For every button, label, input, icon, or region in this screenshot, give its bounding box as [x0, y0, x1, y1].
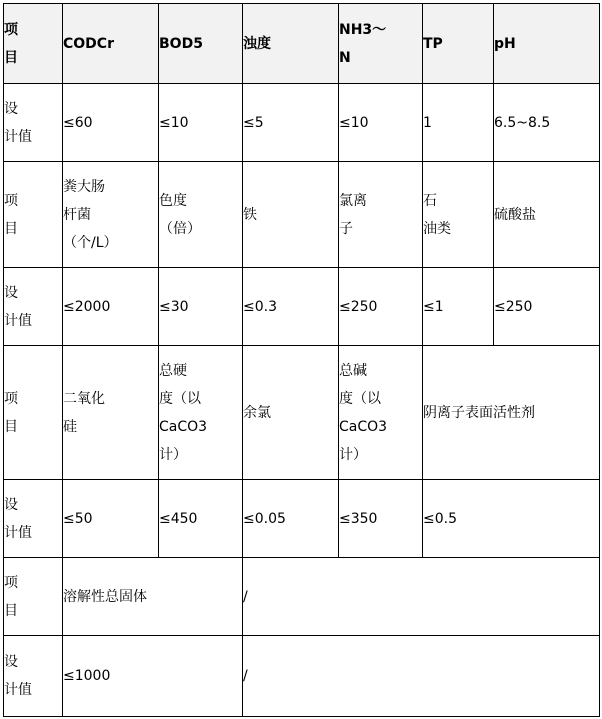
- param-cell: 二氧化 硅: [63, 346, 159, 480]
- param-cell: 余氯: [243, 346, 339, 480]
- param-cell: 阴离子表面活性剂: [423, 346, 600, 480]
- value-cell: ≤0.05: [243, 480, 339, 558]
- table-row: [4, 480, 600, 558]
- value-cell: ≤50: [63, 480, 159, 558]
- param-cell: BOD5: [159, 4, 243, 84]
- value-cell: ≤10: [339, 84, 423, 162]
- item-label-cell: 项 目: [4, 162, 63, 268]
- item-label-cell: 项 目: [4, 346, 63, 480]
- param-cell: NH3～ N: [339, 4, 423, 84]
- param-cell: TP: [423, 4, 494, 84]
- value-cell: ≤60: [63, 84, 159, 162]
- param-cell: 色度 （倍）: [159, 162, 243, 268]
- value-cell: ≤2000: [63, 268, 159, 346]
- value-cell: ≤350: [339, 480, 423, 558]
- value-cell: ≤250: [494, 268, 600, 346]
- design-label-cell: 设 计值: [4, 84, 63, 162]
- value-cell: ≤5: [243, 84, 339, 162]
- design-label-cell: 设 计值: [4, 636, 63, 717]
- table-row: [4, 162, 600, 268]
- value-cell: /: [243, 636, 600, 717]
- value-cell: ≤30: [159, 268, 243, 346]
- param-cell: 氯离 子: [339, 162, 423, 268]
- param-cell: 总硬 度（以 CaCO3 计）: [159, 346, 243, 480]
- table-row: [4, 558, 600, 636]
- value-cell: 1: [423, 84, 494, 162]
- table-row: [4, 84, 600, 162]
- value-cell: ≤0.3: [243, 268, 339, 346]
- value-cell: ≤0.5: [423, 480, 600, 558]
- value-cell: ≤1000: [63, 636, 243, 717]
- water-quality-table: [3, 3, 600, 717]
- table-row: [4, 636, 600, 717]
- table-row: [4, 346, 600, 480]
- table-row: [4, 268, 600, 346]
- value-cell: ≤450: [159, 480, 243, 558]
- param-cell: CODCr: [63, 4, 159, 84]
- item-label-cell: 项 目: [4, 4, 63, 84]
- param-cell: 粪大肠 杆菌 （个/L）: [63, 162, 159, 268]
- param-cell: 总碱 度（以 CaCO3 计）: [339, 346, 423, 480]
- param-cell: /: [243, 558, 600, 636]
- value-cell: ≤250: [339, 268, 423, 346]
- param-cell: 铁: [243, 162, 339, 268]
- design-label-cell: 设 计值: [4, 268, 63, 346]
- item-label-cell: 项 目: [4, 558, 63, 636]
- param-cell: pH: [494, 4, 600, 84]
- value-cell: 6.5~8.5: [494, 84, 600, 162]
- design-label-cell: 设 计值: [4, 480, 63, 558]
- param-cell: 石 油类: [423, 162, 494, 268]
- param-cell: 硫酸盐: [494, 162, 600, 268]
- table-row: [4, 4, 600, 84]
- value-cell: ≤1: [423, 268, 494, 346]
- param-cell: 浊度: [243, 4, 339, 84]
- value-cell: ≤10: [159, 84, 243, 162]
- param-cell: 溶解性总固体: [63, 558, 243, 636]
